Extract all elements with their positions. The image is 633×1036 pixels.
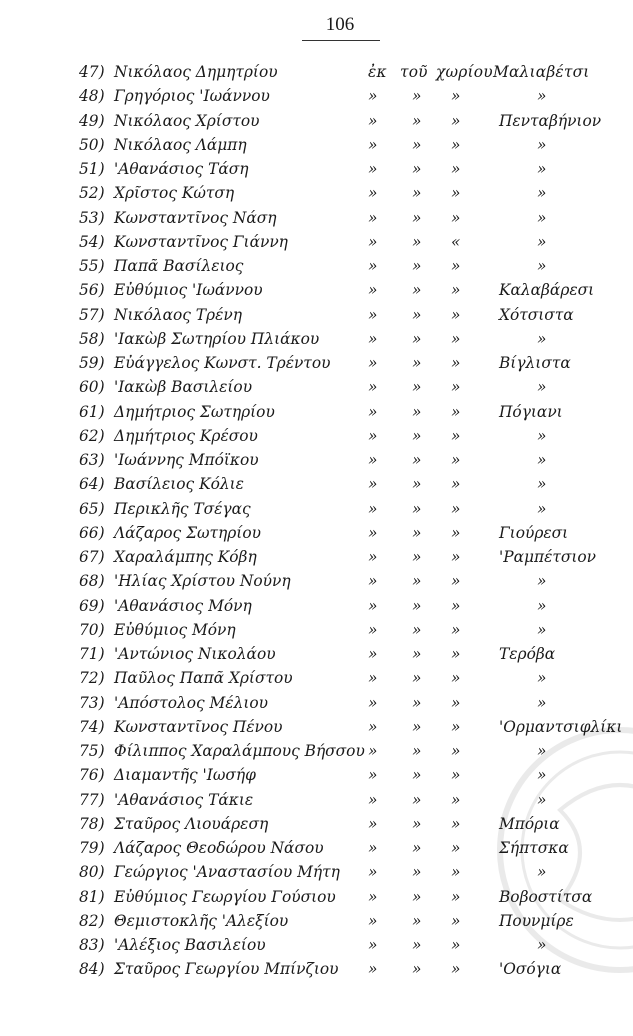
ditto-mark: »	[451, 426, 461, 445]
entry-name: Σταῦρος Γεωργίου Μπίνζιου	[114, 960, 339, 979]
ditto-mark: »	[451, 184, 461, 203]
ditto-mark: »	[412, 693, 422, 712]
ditto-mark: »	[368, 814, 378, 833]
entry-number: 63)	[79, 451, 105, 469]
entry-number: 52)	[79, 184, 105, 203]
entry-name: Νικόλαος Λάμπη	[114, 135, 247, 154]
ditto-mark: »	[412, 717, 422, 736]
ditto-mark: »	[451, 135, 461, 154]
ditto-mark: »	[451, 281, 461, 300]
entry-number: 49)	[79, 111, 105, 130]
list-item	[0, 497, 633, 521]
village-name: »	[537, 329, 547, 348]
entry-name: 'Ιακὼβ Σωτηρίου Πλιάκου	[114, 329, 320, 348]
ditto-mark: »	[368, 911, 378, 930]
entry-number: 61)	[79, 402, 105, 421]
ditto-mark: »	[451, 475, 461, 494]
ditto-mark: »	[412, 887, 422, 906]
ditto-mark: »	[451, 451, 461, 469]
entry-name: Φίλιππος Χαραλάμπους Βήσσου	[114, 742, 365, 760]
entry-name: Εὐθύμιος Μόνη	[114, 620, 236, 639]
village-name: »	[537, 87, 547, 106]
ditto-mark: »	[368, 936, 378, 954]
ditto-mark: »	[412, 645, 422, 663]
ditto-mark: »	[412, 596, 422, 615]
ditto-mark: »	[412, 378, 422, 397]
ditto-mark: »	[451, 111, 461, 130]
entry-name: Νικόλαος Δημητρίου	[114, 63, 278, 81]
ditto-mark: »	[412, 572, 422, 591]
ditto-mark: »	[412, 620, 422, 639]
ditto-mark: »	[451, 354, 461, 372]
ditto-mark: »	[451, 887, 461, 906]
ditto-mark: »	[451, 257, 461, 275]
list-item	[0, 448, 633, 472]
village-name: »	[537, 378, 547, 397]
entry-name: Γεώργιος 'Αναστασίου Μήτη	[114, 863, 340, 882]
village-name: Μπόρια	[499, 814, 560, 833]
ditto-mark: »	[368, 305, 378, 324]
ditto-mark: »	[451, 572, 461, 591]
ditto-mark: »	[451, 814, 461, 833]
list-item	[0, 618, 633, 642]
entry-number: 76)	[79, 766, 105, 785]
ditto-mark: »	[368, 281, 378, 300]
ditto-mark: »	[368, 887, 378, 906]
ditto-mark: »	[368, 402, 378, 421]
entry-number: 83)	[79, 936, 105, 954]
list-item	[0, 157, 633, 181]
ditto-mark: »	[451, 548, 461, 566]
entry-number: 78)	[79, 814, 105, 833]
entry-number: 75)	[79, 742, 105, 760]
list-item	[0, 860, 633, 884]
ditto-mark: »	[412, 475, 422, 494]
entry-number: 48)	[79, 87, 105, 106]
village-name: »	[537, 620, 547, 639]
entry-name: 'Ιωάννης Μπόϊκου	[114, 451, 259, 469]
village-name: »	[537, 499, 547, 518]
village-name: »	[537, 475, 547, 494]
entry-number: 64)	[79, 475, 105, 494]
village-name: »	[537, 790, 547, 809]
entry-number: 70)	[79, 620, 105, 639]
ditto-mark: »	[412, 742, 422, 760]
ditto-mark: »	[412, 232, 422, 251]
ditto-mark: »	[412, 208, 422, 227]
ditto-mark: »	[451, 596, 461, 615]
ditto-mark: »	[412, 814, 422, 833]
entry-number: 60)	[79, 378, 105, 397]
ditto-mark: »	[451, 790, 461, 809]
village-name: »	[537, 232, 547, 251]
entry-number: 51)	[79, 160, 105, 178]
list-item	[0, 715, 633, 739]
word-ek: ἐκ	[368, 63, 387, 81]
ditto-mark: »	[451, 863, 461, 882]
ditto-mark: »	[451, 717, 461, 736]
village-name: »	[537, 184, 547, 203]
entry-name: Λάζαρος Σωτηρίου	[114, 523, 261, 542]
ditto-mark: »	[412, 257, 422, 275]
page-number-rule	[302, 40, 380, 41]
ditto-mark: »	[368, 693, 378, 712]
entry-name: Νικόλαος Χρίστου	[114, 111, 260, 130]
entry-name: 'Αλέξιος Βασιλείου	[114, 936, 266, 954]
ditto-mark: »	[412, 160, 422, 178]
list-item	[0, 521, 633, 545]
ditto-mark: »	[412, 135, 422, 154]
ditto-mark: »	[412, 111, 422, 130]
ditto-mark: »	[451, 305, 461, 324]
ditto-mark: »	[451, 329, 461, 348]
ditto-mark: »	[451, 911, 461, 930]
ditto-mark: »	[412, 766, 422, 785]
ditto-mark: »	[368, 742, 378, 760]
list-item	[0, 181, 633, 205]
entry-number: 47)	[79, 63, 105, 81]
entry-number: 84)	[79, 960, 105, 979]
ditto-mark: »	[412, 281, 422, 300]
ditto-mark: »	[368, 160, 378, 178]
entry-name: 'Αθανάσιος Τάκιε	[114, 790, 254, 809]
list-item-header	[0, 60, 633, 84]
ditto-mark: »	[412, 305, 422, 324]
list-item	[0, 472, 633, 496]
ditto-mark: »	[368, 645, 378, 663]
ditto-mark: »	[368, 111, 378, 130]
entry-number: 68)	[79, 572, 105, 591]
village-name: »	[537, 257, 547, 275]
ditto-mark: »	[451, 499, 461, 518]
entry-name: 'Ηλίας Χρίστου Νούνη	[114, 572, 291, 591]
ditto-mark: »	[368, 184, 378, 203]
ditto-mark: »	[412, 669, 422, 688]
village-name: »	[537, 572, 547, 591]
ditto-mark: »	[368, 451, 378, 469]
ditto-mark: »	[451, 645, 461, 663]
list-item	[0, 375, 633, 399]
village-name: »	[537, 742, 547, 760]
ditto-mark: »	[368, 717, 378, 736]
entry-number: 80)	[79, 863, 105, 882]
village-name: Χότσιστα	[499, 305, 574, 324]
entry-number: 67)	[79, 548, 105, 566]
entry-number: 77)	[79, 790, 105, 809]
list-item	[0, 545, 633, 569]
ditto-mark: »	[412, 184, 422, 203]
village-name: Τερόβα	[499, 645, 556, 663]
ditto-mark: »	[412, 354, 422, 372]
list-item	[0, 254, 633, 278]
list-item	[0, 666, 633, 690]
village-name: »	[537, 160, 547, 178]
village-name: Σήπτσκα	[499, 839, 569, 857]
entry-name: Κωνσταντῖνος Πένου	[114, 717, 283, 736]
ditto-mark: »	[368, 572, 378, 591]
entry-list	[0, 60, 633, 982]
list-item	[0, 424, 633, 448]
list-item	[0, 812, 633, 836]
village-name: »	[537, 669, 547, 688]
village-name: »	[537, 135, 547, 154]
entry-number: 57)	[79, 305, 105, 324]
village-name: »	[537, 426, 547, 445]
entry-name: Εὐθύμιος 'Ιωάννου	[114, 281, 263, 300]
ditto-mark: »	[451, 87, 461, 106]
list-item	[0, 642, 633, 666]
village-name: 'Οσόγια	[499, 960, 562, 979]
entry-name: Δημήτριος Κρέσου	[114, 426, 258, 445]
ditto-mark: »	[368, 499, 378, 518]
entry-name: 'Αθανάσιος Τάση	[114, 160, 249, 178]
ditto-mark: »	[368, 523, 378, 542]
ditto-mark: »	[412, 87, 422, 106]
ditto-mark: »	[368, 669, 378, 688]
entry-number: 56)	[79, 281, 105, 300]
list-item	[0, 739, 633, 763]
ditto-mark: »	[451, 378, 461, 397]
list-item	[0, 836, 633, 860]
entry-name: Λάζαρος Θεοδώρου Νάσου	[114, 839, 324, 857]
ditto-mark: »	[368, 790, 378, 809]
ditto-mark: »	[368, 596, 378, 615]
ditto-mark: »	[368, 354, 378, 372]
ditto-mark: »	[451, 936, 461, 954]
ditto-mark: »	[412, 936, 422, 954]
ditto-mark: »	[412, 499, 422, 518]
list-item	[0, 327, 633, 351]
entry-name: Δημήτριος Σωτηρίου	[114, 402, 275, 421]
village-name: »	[537, 451, 547, 469]
ditto-mark: «	[451, 232, 461, 251]
entry-number: 50)	[79, 135, 105, 154]
village-name: 'Ορμαντσιφλίκι	[499, 717, 623, 736]
ditto-mark: »	[368, 839, 378, 857]
ditto-mark: »	[368, 426, 378, 445]
entry-name: Εὐάγγελος Κωνστ. Τρέντου	[114, 354, 331, 372]
ditto-mark: »	[368, 475, 378, 494]
entry-number: 55)	[79, 257, 105, 275]
entry-name: Χαραλάμπης Κόβη	[114, 548, 257, 566]
village-name: Πενταβήνιον	[499, 111, 602, 130]
list-item	[0, 909, 633, 933]
ditto-mark: »	[451, 693, 461, 712]
village-name: Βοβοστίτσα	[499, 887, 593, 906]
ditto-mark: »	[368, 232, 378, 251]
ditto-mark: »	[451, 160, 461, 178]
entry-name: Κωνσταντῖνος Γιάννη	[114, 232, 288, 251]
list-item	[0, 933, 633, 957]
list-item	[0, 691, 633, 715]
ditto-mark: »	[368, 960, 378, 979]
entry-number: 66)	[79, 523, 105, 542]
entry-name: Βασίλειος Κόλιε	[114, 475, 244, 494]
ditto-mark: »	[451, 208, 461, 227]
entry-name: Παῦλος Παπᾶ Χρίστου	[114, 669, 293, 688]
entry-name: 'Απόστολος Μέλιου	[114, 693, 268, 712]
village-name: »	[537, 693, 547, 712]
entry-number: 74)	[79, 717, 105, 736]
list-item	[0, 109, 633, 133]
entry-number: 82)	[79, 911, 105, 930]
ditto-mark: »	[412, 863, 422, 882]
ditto-mark: »	[451, 742, 461, 760]
village-name: »	[537, 208, 547, 227]
ditto-mark: »	[412, 329, 422, 348]
village-name: Βίγλιστα	[499, 354, 571, 372]
ditto-mark: »	[368, 620, 378, 639]
village-name: Μαλιαβέτσι	[493, 63, 590, 81]
entry-number: 59)	[79, 354, 105, 372]
ditto-mark: »	[412, 839, 422, 857]
list-item	[0, 206, 633, 230]
entry-name: Παπᾶ Βασίλειος	[114, 257, 244, 275]
ditto-mark: »	[368, 863, 378, 882]
ditto-mark: »	[451, 960, 461, 979]
ditto-mark: »	[451, 523, 461, 542]
village-name: Πουνμίρε	[499, 911, 574, 930]
entry-name: Διαμαντῆς 'Ιωσήφ	[114, 766, 256, 785]
village-name: Καλαβάρεσι	[499, 281, 595, 300]
ditto-mark: »	[451, 669, 461, 688]
village-name: »	[537, 863, 547, 882]
list-item	[0, 230, 633, 254]
ditto-mark: »	[451, 839, 461, 857]
ditto-mark: »	[412, 911, 422, 930]
entry-name: Χρῖστος Κώτση	[114, 184, 235, 203]
ditto-mark: »	[368, 208, 378, 227]
entry-number: 58)	[79, 329, 105, 348]
list-item	[0, 594, 633, 618]
village-name: »	[537, 596, 547, 615]
ditto-mark: »	[412, 790, 422, 809]
list-item	[0, 84, 633, 108]
list-item	[0, 278, 633, 302]
list-item	[0, 133, 633, 157]
list-item	[0, 303, 633, 327]
ditto-mark: »	[368, 378, 378, 397]
entry-number: 71)	[79, 645, 105, 663]
ditto-mark: »	[368, 87, 378, 106]
entry-number: 73)	[79, 693, 105, 712]
list-item	[0, 569, 633, 593]
ditto-mark: »	[412, 548, 422, 566]
word-choriou: χωρίου	[436, 63, 493, 81]
list-item	[0, 351, 633, 375]
entry-name: 'Αθανάσιος Μόνη	[114, 596, 252, 615]
list-item	[0, 957, 633, 981]
ditto-mark: »	[451, 766, 461, 785]
ditto-mark: »	[412, 960, 422, 979]
entry-number: 81)	[79, 887, 105, 906]
ditto-mark: »	[368, 257, 378, 275]
list-item	[0, 885, 633, 909]
entry-name: Περικλῆς Τσέγας	[114, 499, 251, 518]
ditto-mark: »	[451, 402, 461, 421]
entry-number: 54)	[79, 232, 105, 251]
ditto-mark: »	[412, 451, 422, 469]
ditto-mark: »	[368, 766, 378, 785]
ditto-mark: »	[368, 329, 378, 348]
entry-name: Εὐθύμιος Γεωργίου Γούσιου	[114, 887, 336, 906]
ditto-mark: »	[451, 620, 461, 639]
village-name: Πόγιανι	[499, 402, 563, 421]
entry-number: 53)	[79, 208, 105, 227]
village-name: »	[537, 936, 547, 954]
village-name: 'Ραμπέτσιον	[499, 548, 597, 566]
ditto-mark: »	[412, 523, 422, 542]
entry-number: 79)	[79, 839, 105, 857]
entry-number: 72)	[79, 669, 105, 688]
ditto-mark: »	[412, 402, 422, 421]
entry-name: Γρηγόριος 'Ιωάννου	[114, 87, 270, 106]
entry-name: Κωνσταντῖνος Νάση	[114, 208, 277, 227]
list-item	[0, 788, 633, 812]
entry-name: 'Ιακὼβ Βασιλείου	[114, 378, 253, 397]
ditto-mark: »	[368, 135, 378, 154]
entry-name: Σταῦρος Λιουάρεση	[114, 814, 269, 833]
village-name: Γιούρεσι	[499, 523, 569, 542]
entry-name: Νικόλαος Τρένη	[114, 305, 242, 324]
entry-number: 62)	[79, 426, 105, 445]
entry-number: 65)	[79, 499, 105, 518]
ditto-mark: »	[368, 548, 378, 566]
entry-name: Θεμιστοκλῆς 'Αλεξίου	[114, 911, 289, 930]
list-item	[0, 763, 633, 787]
entry-number: 69)	[79, 596, 105, 615]
village-name: »	[537, 766, 547, 785]
list-item	[0, 400, 633, 424]
word-tou: τοῦ	[400, 63, 428, 81]
ditto-mark: »	[412, 426, 422, 445]
page-number: 106	[325, 14, 355, 35]
entry-name: 'Αντώνιος Νικολάου	[114, 645, 276, 663]
